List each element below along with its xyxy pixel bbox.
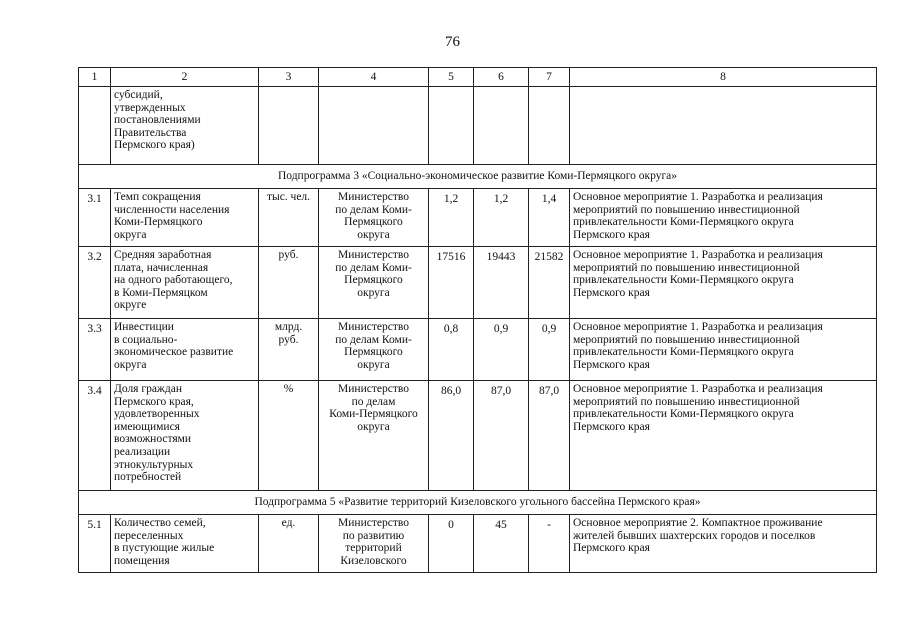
unit: млрд. руб. xyxy=(259,319,319,381)
value-col7: 87,0 xyxy=(529,381,570,491)
table-row xyxy=(79,515,877,573)
row-id: 3.2 xyxy=(79,247,111,319)
executor: Министерство по делам Коми-Пермяцкого округа xyxy=(319,381,429,491)
subprogram-header xyxy=(79,491,877,515)
table-row xyxy=(79,381,877,491)
executor: Министерство по делам Коми- Пермяцкого округа xyxy=(319,247,429,319)
value-col6: 45 xyxy=(474,515,529,573)
indicator-name: субсидий, утвержденных постановлениями Правительства Пермского края) xyxy=(111,87,259,165)
value-col5: 1,2 xyxy=(429,189,474,247)
column-number: 1 xyxy=(79,68,111,87)
measure: Основное мероприятие 2. Компактное проживание жителей бывших шахтерских городов и поселков Пермского края xyxy=(570,515,877,573)
value-col6: 1,2 xyxy=(474,189,529,247)
column-number: 5 xyxy=(429,68,474,87)
subprogram-title: Подпрограмма 3 «Социально-экономическое развитие Коми-Пермяцкого округа» xyxy=(79,165,877,189)
indicator-name: Средняя заработная плата, начисленная на одного работающего, в Коми-Пермяцком округе xyxy=(111,247,259,319)
value-col5: 86,0 xyxy=(429,381,474,491)
value-col7: 21582 xyxy=(529,247,570,319)
row-id: 3.4 xyxy=(79,381,111,491)
column-number: 2 xyxy=(111,68,259,87)
row-id-cell xyxy=(79,87,111,165)
row-id: 3.3 xyxy=(79,319,111,381)
executor: Министерство по делам Коми- Пермяцкого округа xyxy=(319,319,429,381)
measure: Основное мероприятие 1. Разработка и реализация мероприятий по повышению инвестиционной привлекательности Коми-Пермяцкого округа Пермского края xyxy=(570,247,877,319)
value-cell xyxy=(429,87,474,165)
value-cell xyxy=(529,87,570,165)
indicator-name: Темп сокращения численности населения Коми-Пермяцкого округа xyxy=(111,189,259,247)
executor-cell xyxy=(319,87,429,165)
row-id: 3.1 xyxy=(79,189,111,247)
column-number: 7 xyxy=(529,68,570,87)
unit-cell xyxy=(259,87,319,165)
indicators-table xyxy=(78,67,877,573)
value-col5: 0,8 xyxy=(429,319,474,381)
indicator-name: Инвестиции в социально- экономическое развитие округа xyxy=(111,319,259,381)
unit: % xyxy=(259,381,319,491)
measure: Основное мероприятие 1. Разработка и реализация мероприятий по повышению инвестиционной привлекательности Коми-Пермяцкого округа Пермского края xyxy=(570,381,877,491)
column-number-row xyxy=(79,68,877,87)
subprogram-title: Подпрограмма 5 «Развитие территорий Кизеловского угольного бассейна Пермского края» xyxy=(79,491,877,515)
measure-cell xyxy=(570,87,877,165)
unit: тыс. чел. xyxy=(259,189,319,247)
value-col7: 1,4 xyxy=(529,189,570,247)
value-col7: 0,9 xyxy=(529,319,570,381)
value-col6: 87,0 xyxy=(474,381,529,491)
indicator-name: Количество семей, переселенных в пустующие жилые помещения xyxy=(111,515,259,573)
row-id: 5.1 xyxy=(79,515,111,573)
table-row xyxy=(79,247,877,319)
unit: ед. xyxy=(259,515,319,573)
value-cell xyxy=(474,87,529,165)
value-col7: - xyxy=(529,515,570,573)
table-row xyxy=(79,189,877,247)
column-number: 6 xyxy=(474,68,529,87)
unit: руб. xyxy=(259,247,319,319)
value-col6: 19443 xyxy=(474,247,529,319)
executor: Министерство по делам Коми- Пермяцкого округа xyxy=(319,189,429,247)
measure: Основное мероприятие 1. Разработка и реализация мероприятий по повышению инвестиционной привлекательности Коми-Пермяцкого округа Пермского края xyxy=(570,319,877,381)
column-number: 3 xyxy=(259,68,319,87)
executor: Министерство по развитию территорий Кизеловского xyxy=(319,515,429,573)
page-number: 76 xyxy=(445,34,460,50)
column-number: 8 xyxy=(570,68,877,87)
continuation-row xyxy=(79,87,877,165)
value-col5: 17516 xyxy=(429,247,474,319)
subprogram-header xyxy=(79,165,877,189)
value-col5: 0 xyxy=(429,515,474,573)
column-number: 4 xyxy=(319,68,429,87)
indicator-name: Доля граждан Пермского края, удовлетворенных имеющимися возможностями реализации этнокультурных потребностей xyxy=(111,381,259,491)
table-row xyxy=(79,319,877,381)
measure: Основное мероприятие 1. Разработка и реализация мероприятий по повышению инвестиционной привлекательности Коми-Пермяцкого округа Пермского края xyxy=(570,189,877,247)
value-col6: 0,9 xyxy=(474,319,529,381)
